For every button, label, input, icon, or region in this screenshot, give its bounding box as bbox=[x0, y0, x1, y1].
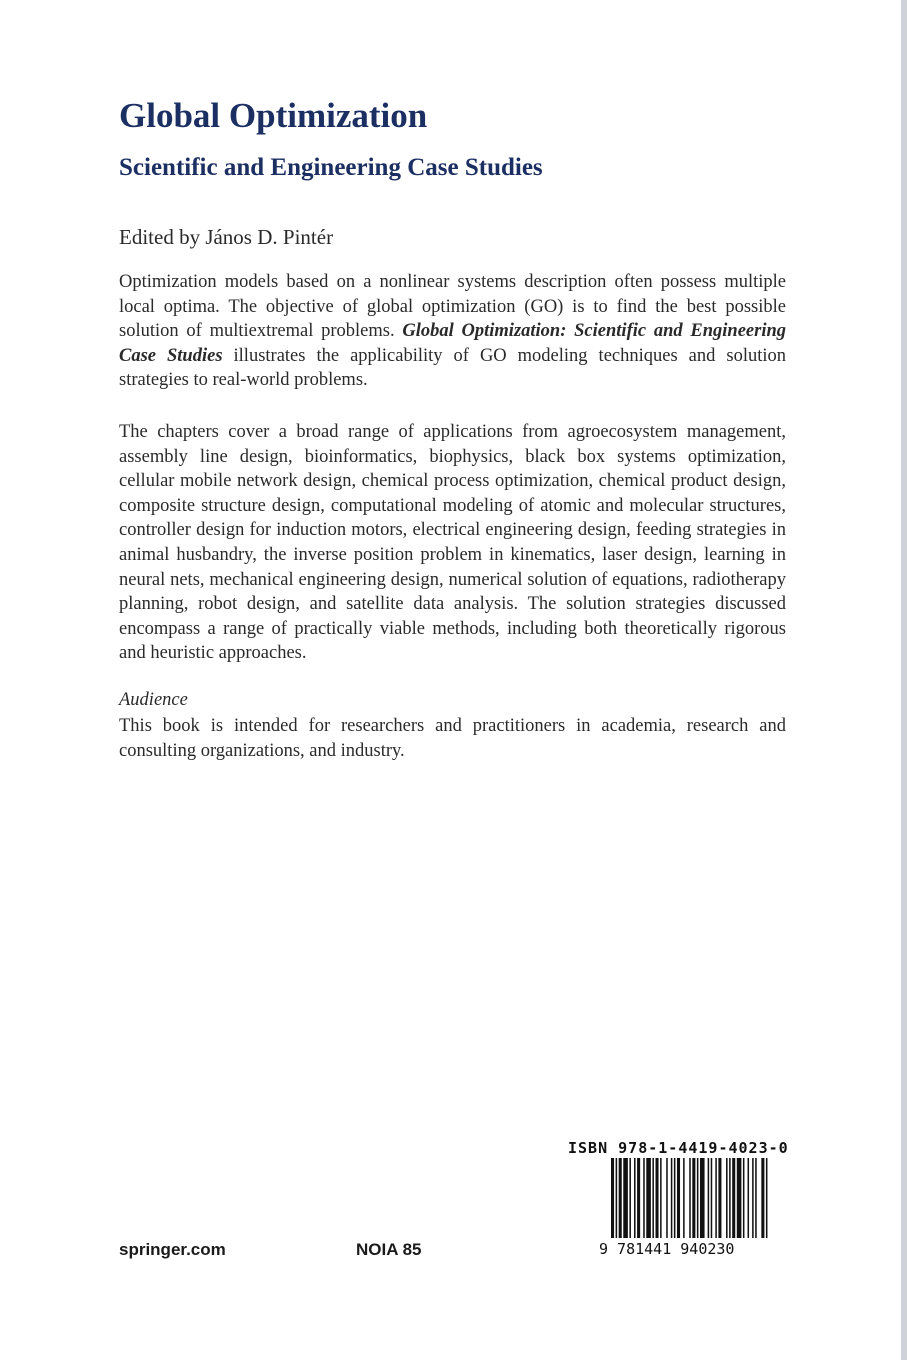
barcode-bar bbox=[708, 1158, 710, 1238]
barcode-bar bbox=[616, 1158, 618, 1238]
description-book-title: Global Optimization: Scientific and Engineering Case Studies bbox=[119, 321, 787, 366]
barcode-bar bbox=[715, 1158, 717, 1238]
description-intro: Optimization models based on a nonlinear systems description often possess multiple local optima. The objective of global optimization (GO) is to find the best possible solution of multiextremal problems. bbox=[119, 272, 786, 342]
barcode-bar bbox=[637, 1158, 640, 1238]
barcode-bar bbox=[674, 1158, 676, 1238]
book-subtitle: Scientific and Engineering Case Studies bbox=[119, 154, 543, 181]
series-label: NOIA 85 bbox=[356, 1240, 422, 1259]
barcode-bar bbox=[634, 1158, 636, 1238]
barcode-bar bbox=[646, 1158, 651, 1238]
barcode-bar bbox=[737, 1158, 742, 1238]
barcode-bar bbox=[629, 1158, 631, 1238]
barcode-bar bbox=[718, 1158, 721, 1238]
barcode-bar bbox=[766, 1158, 768, 1238]
barcode-bar bbox=[726, 1158, 728, 1238]
barcode-bar bbox=[623, 1158, 628, 1238]
barcode-bar bbox=[652, 1158, 654, 1238]
barcode-bar bbox=[671, 1158, 673, 1238]
audience-heading: Audience bbox=[119, 690, 188, 710]
editor-credit: Edited by János D. Pintér bbox=[119, 225, 334, 249]
barcode-bar bbox=[711, 1158, 713, 1238]
barcode-bar bbox=[619, 1158, 622, 1238]
barcode-bar bbox=[743, 1158, 745, 1238]
barcode-bar bbox=[611, 1158, 614, 1238]
description-outro: illustrates the applicability of GO modeling techniques and solution strategies to real-world problems. bbox=[119, 345, 786, 391]
barcode-bar bbox=[755, 1158, 757, 1238]
audience-text: This book is intended for researchers and practitioners in academia, research and consulting organizations, and industry. bbox=[119, 716, 786, 761]
barcode-bar bbox=[666, 1158, 668, 1238]
barcode-bar bbox=[752, 1158, 754, 1238]
description-paragraph-1 bbox=[119, 270, 786, 393]
isbn-barcode bbox=[611, 1158, 769, 1238]
barcode-bar bbox=[748, 1158, 750, 1238]
barcode-bar bbox=[655, 1158, 658, 1238]
barcode-bar bbox=[700, 1158, 705, 1238]
barcode-bar bbox=[643, 1158, 645, 1238]
barcode-bar bbox=[692, 1158, 695, 1238]
barcode-bar bbox=[689, 1158, 691, 1238]
book-title: Global Optimization bbox=[119, 96, 428, 135]
description-paragraph-2: The chapters cover a broad range of applications from agroecosystem management, assembly line design, bioinformatics, biophysics, black box systems optimization, cellular mobile network design, chemical process optimization, chemical product design, composite structure design, computational modeling of atomic and molecular structures, controller design for induction motors, electrical engineering design, feeding strategies in animal husbandry, the inverse position problem in kinematics, laser design, learning in neural nets, mechanical engineering design, numerical solution of equations, radiotherapy planning, robot design, and satellite data analysis. The solution strategies discussed encompass a range of practically viable methods, including both theoretically rigorous and heuristic approaches. bbox=[119, 422, 786, 664]
publisher-website: springer.com bbox=[119, 1240, 226, 1259]
barcode-bar bbox=[732, 1158, 735, 1238]
barcode-bar bbox=[761, 1158, 764, 1238]
cover-edge-strip bbox=[901, 0, 907, 1360]
barcode-bar bbox=[683, 1158, 685, 1238]
barcode-bar bbox=[697, 1158, 699, 1238]
barcode-digits: 9 781441 940230 bbox=[599, 1240, 735, 1258]
barcode-bar bbox=[677, 1158, 680, 1238]
barcode-bar bbox=[729, 1158, 731, 1238]
isbn-label: ISBN 978-1-4419-4023-0 bbox=[568, 1139, 789, 1157]
barcode-bar bbox=[660, 1158, 662, 1238]
